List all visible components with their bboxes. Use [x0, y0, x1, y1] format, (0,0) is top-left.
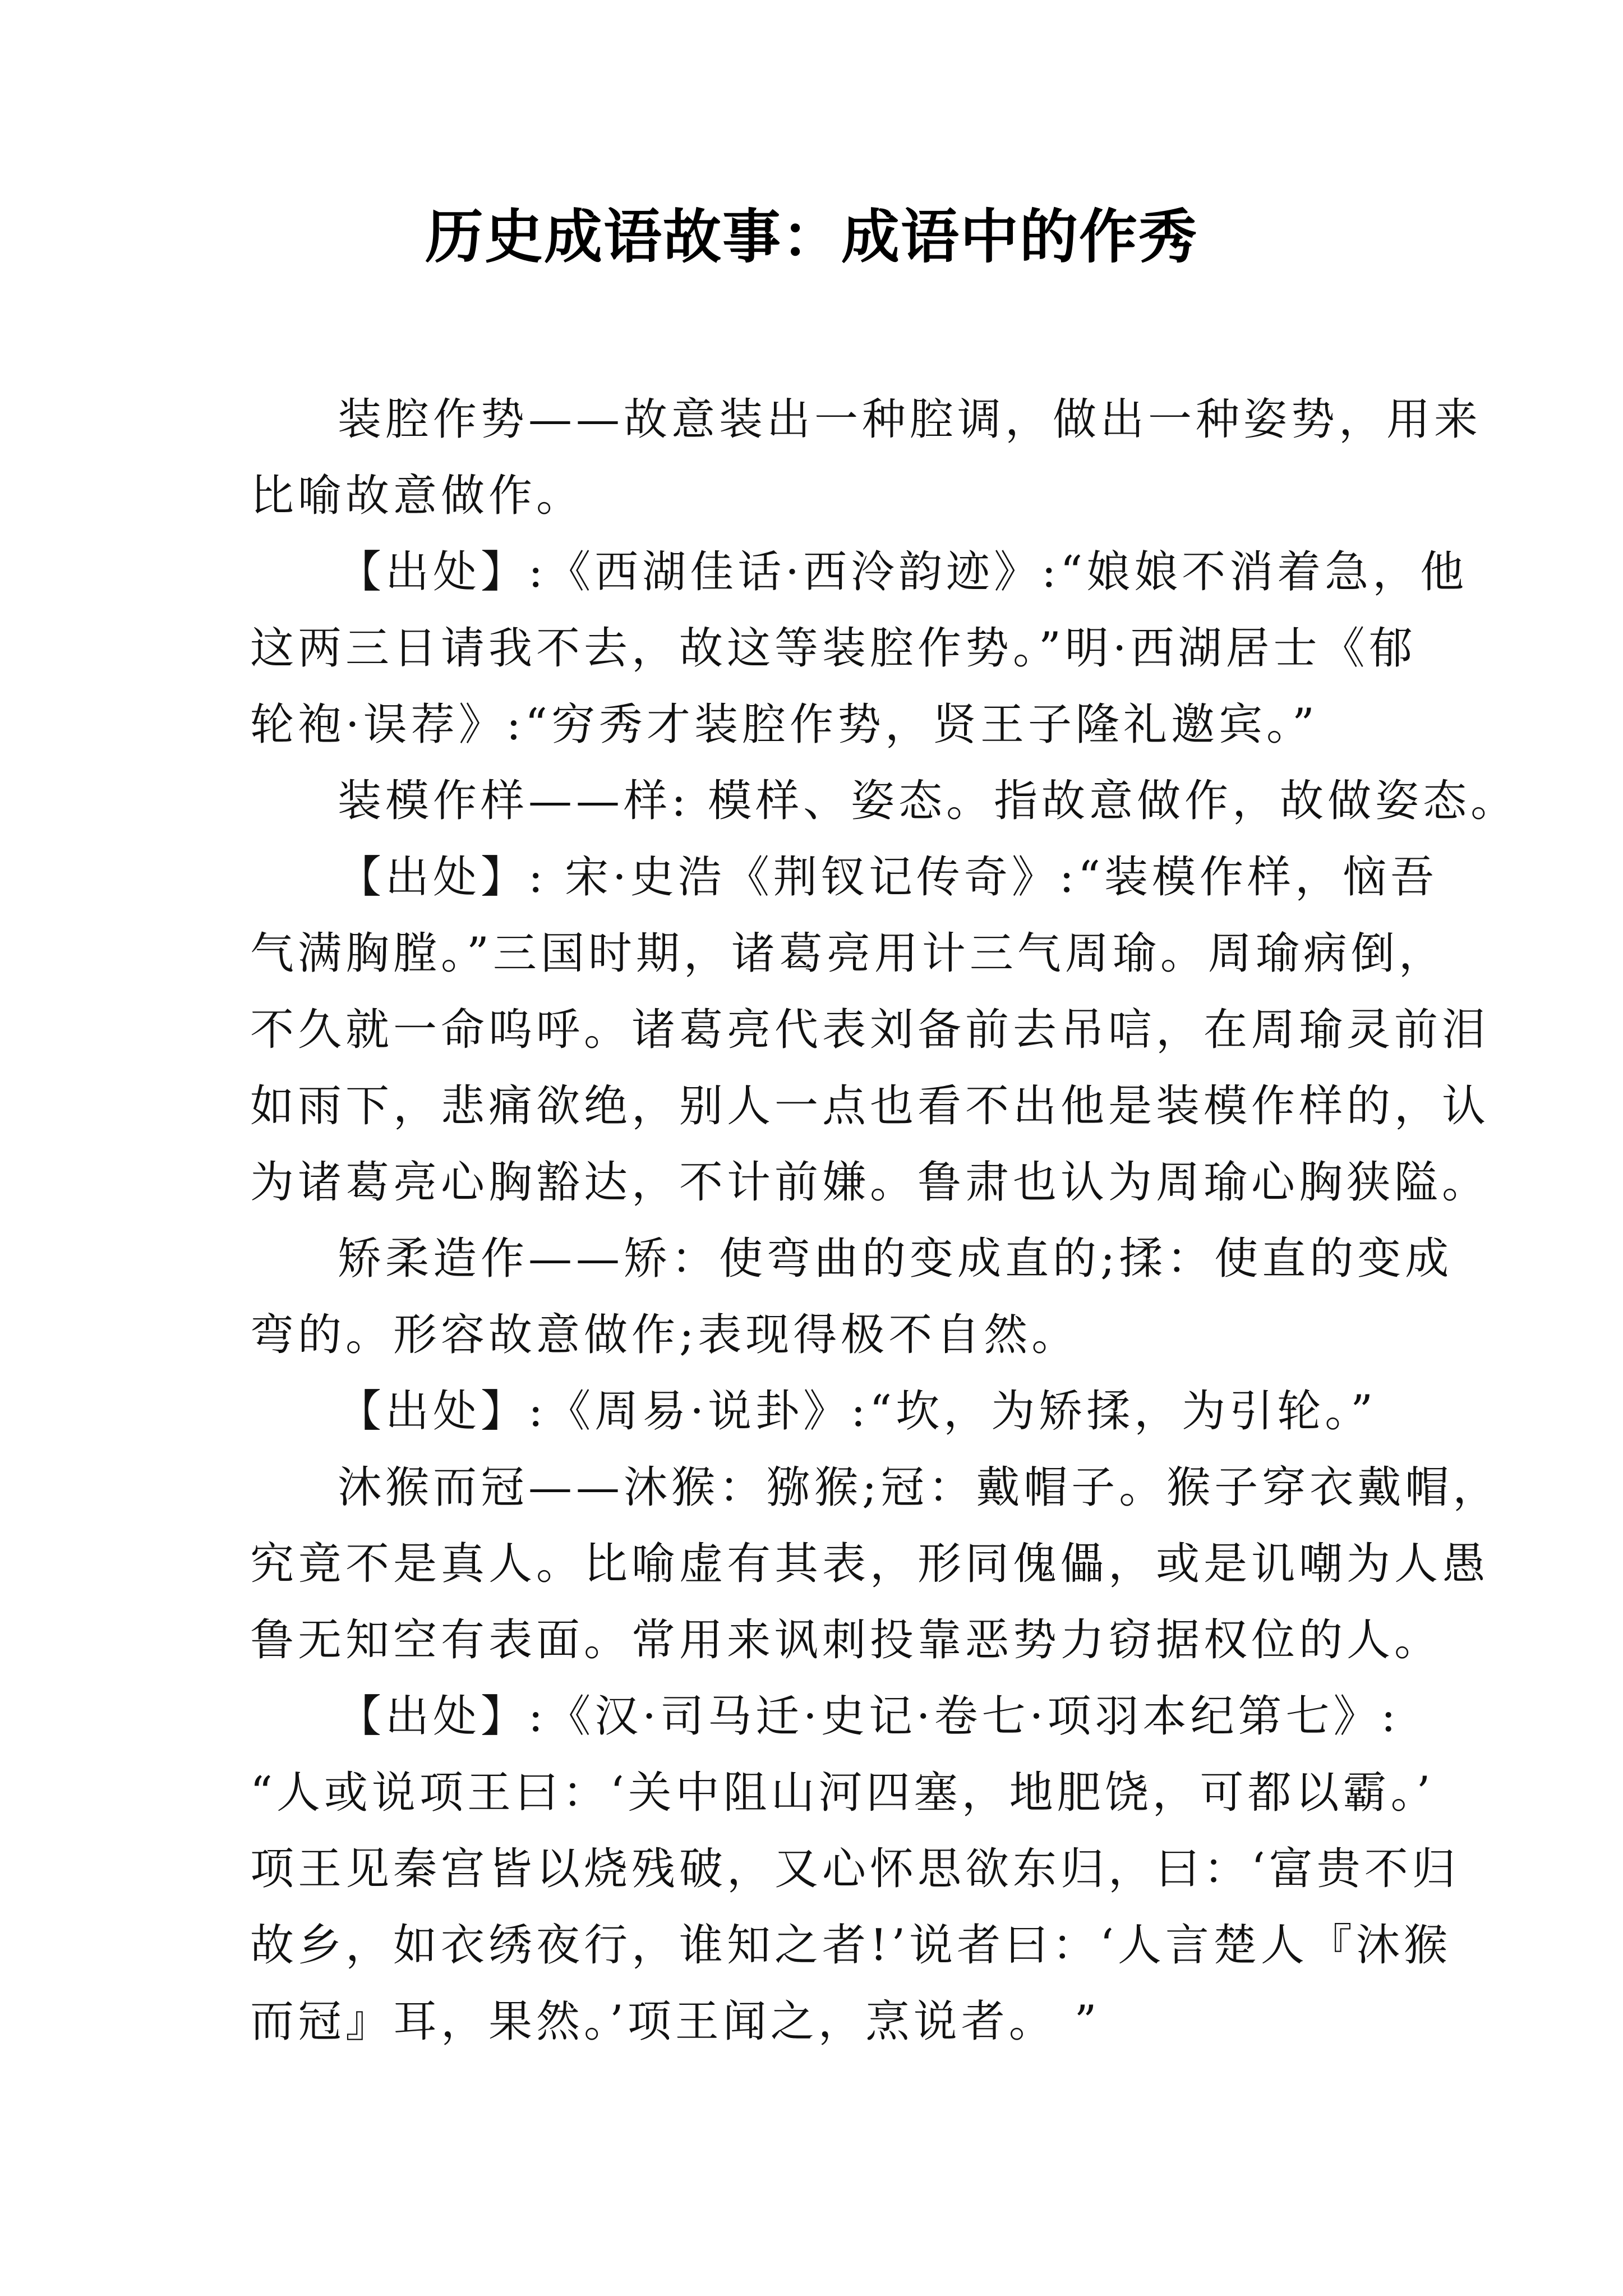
paragraph-line: 为诸葛亮心胸豁达，不计前嫌。鲁肃也认为周瑜心胸狭隘。 [250, 1157, 1490, 1208]
paragraph-line: 装模作样——样: 模样、姿态。指故意做作，故做姿态。 [338, 776, 1519, 826]
paragraph-line: 项王见秦宫皆以烧残破，又心怀思欲东归，曰：‘富贵不归 [250, 1844, 1460, 1894]
paragraph-line: 沐猴而冠——沐猴：猕猴;冠：戴帽子。猴子穿衣戴帽， [338, 1462, 1501, 1513]
paragraph-line: 弯的。形容故意做作;表现得极不自然。 [250, 1310, 1080, 1360]
paragraph-line: 究竟不是真人。比喻虚有其表，形同傀儡，或是讥嘲为人愚 [250, 1539, 1490, 1589]
paragraph-line: “人或说项王曰：‘关中阻山河四塞，地肥饶，可都以霸。’ [250, 1768, 1435, 1818]
paragraph-line: 装腔作势——故意装出一种腔调，做出一种姿势，用来 [338, 394, 1482, 445]
paragraph-line: 【出处】:《西湖佳话·西泠韵迹》:“娘娘不消着急，他 [338, 547, 1468, 597]
paragraph-line: 故乡，如衣绣夜行，谁知之者!’说者曰：‘人言楚人『沐猴 [250, 1920, 1451, 1971]
paragraph-line: 【出处】:《汉·司马迁·史记·卷七·项羽本纪第七》: [338, 1691, 1400, 1742]
paragraph-line: 不久就一命呜呼。诸葛亮代表刘备前去吊唁，在周瑜灵前泪 [250, 1005, 1490, 1055]
paragraph-line: 比喻故意做作。 [250, 471, 584, 521]
paragraph-line: 气满胸膛。”三国时期，诸葛亮用计三气周瑜。周瑜病倒， [250, 928, 1446, 979]
paragraph-line: 矫柔造作——矫：使弯曲的变成直的;揉：使直的变成 [338, 1234, 1453, 1284]
paragraph-line: 鲁无知空有表面。常用来讽刺投靠恶势力窃据权位的人。 [250, 1615, 1442, 1665]
document-body [250, 381, 1519, 2060]
paragraph-line: 这两三日请我不去，故这等装腔作势。”明·西湖居士《郁 [250, 623, 1417, 674]
paragraph-line: 如雨下，悲痛欲绝，别人一点也看不出他是装模作样的，认 [250, 1081, 1490, 1131]
paragraph-line: 而冠』耳，果然。’项王闻之，烹说者。 ” [250, 1996, 1101, 2047]
document-title: 历史成语故事：成语中的作秀 [425, 202, 1198, 271]
paragraph-line: 【出处】: 宋·史浩《荆钗记传奇》:“装模作样，恼吾 [338, 852, 1438, 903]
paragraph-line: 【出处】:《周易·说卦》:“坎，为矫揉，为引轮。” [338, 1386, 1377, 1437]
paragraph-line: 轮袍·误荐》:“穷秀才装腔作势，贤王子隆礼邀宾。” [250, 700, 1318, 750]
